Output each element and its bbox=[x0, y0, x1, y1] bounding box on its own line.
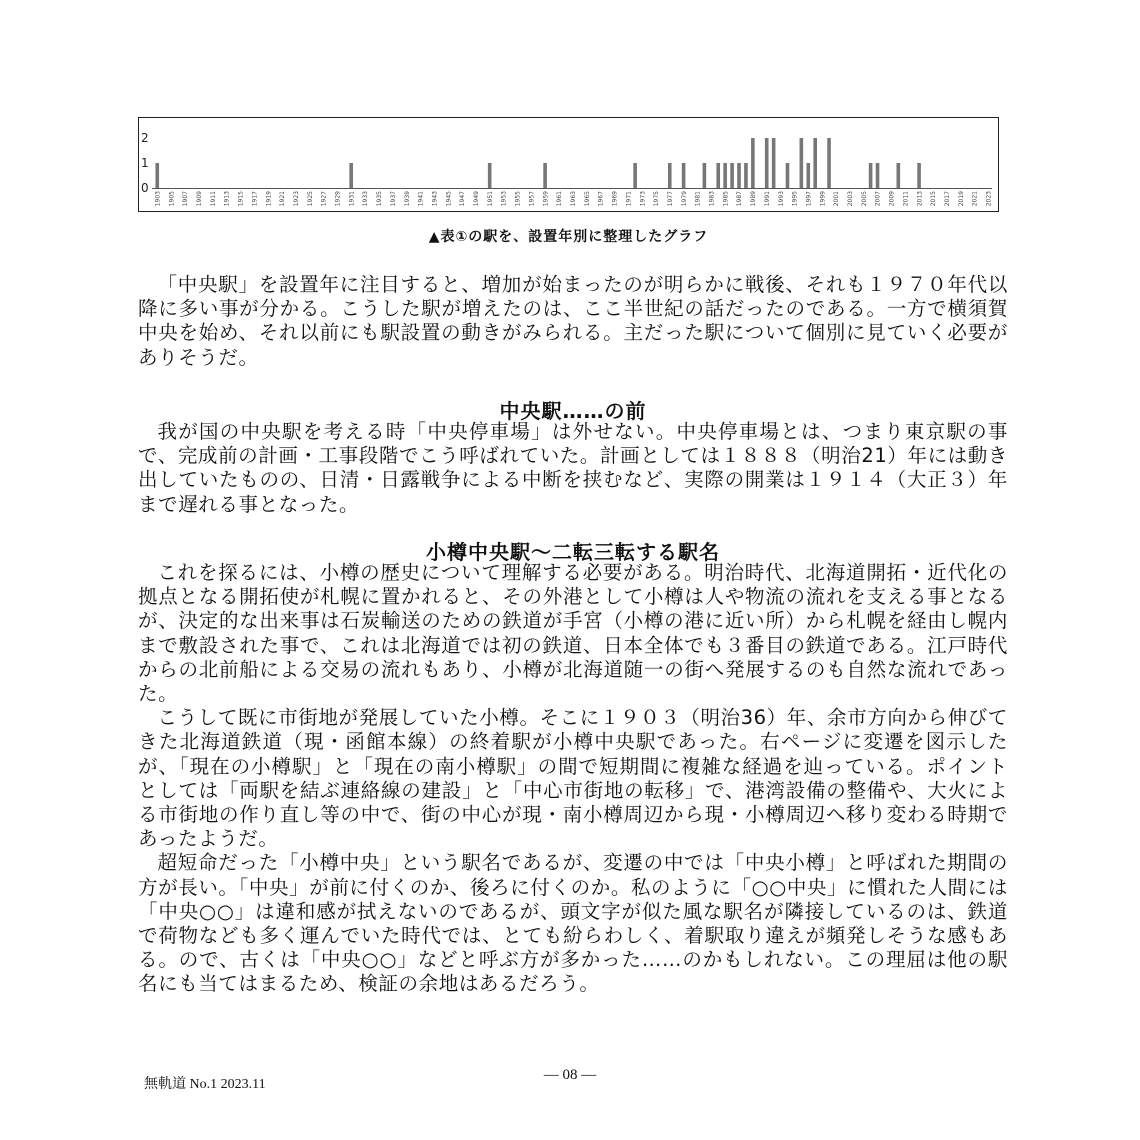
x-tick-label: 1957 bbox=[528, 191, 536, 207]
x-tick-label: 2003 bbox=[847, 191, 855, 207]
x-tick-label: 1927 bbox=[320, 191, 328, 207]
bar-chart-svg bbox=[139, 118, 997, 210]
x-tick-label: 1999 bbox=[819, 191, 827, 207]
chart-caption: ▲表①の駅を、設置年別に整理したグラフ bbox=[428, 229, 709, 245]
publication-info: 無軌道 No.1 2023.11 bbox=[144, 1077, 266, 1092]
x-tick-label: 1907 bbox=[182, 191, 190, 207]
x-tick-label: 1935 bbox=[376, 191, 384, 207]
x-tick-label: 1965 bbox=[583, 191, 591, 207]
x-tick-label: 2007 bbox=[874, 191, 882, 207]
x-tick-label: 1987 bbox=[736, 191, 744, 207]
bar-2000 bbox=[827, 138, 831, 188]
x-tick-label: 1923 bbox=[292, 191, 300, 207]
x-tick-label: 1951 bbox=[486, 191, 494, 207]
y-tick-label: 1 bbox=[141, 156, 149, 170]
page-number: ― 08 ― bbox=[543, 1067, 597, 1083]
intro-section bbox=[138, 273, 1008, 370]
x-tick-label: 1971 bbox=[625, 191, 633, 207]
x-tick-label: 1959 bbox=[542, 191, 550, 207]
x-tick-label: 1913 bbox=[223, 191, 231, 207]
bar-1985 bbox=[723, 163, 727, 188]
x-tick-label: 2005 bbox=[860, 191, 868, 207]
x-tick-label: 1933 bbox=[362, 191, 370, 207]
bar-1994 bbox=[786, 163, 790, 188]
bar-1997 bbox=[806, 163, 810, 188]
x-tick-label: 2001 bbox=[833, 191, 841, 207]
bar-chart bbox=[138, 117, 999, 212]
x-tick-label: 1955 bbox=[514, 191, 522, 207]
bar-1979 bbox=[682, 163, 686, 188]
x-tick-label: 1983 bbox=[708, 191, 716, 207]
x-tick-label: 1975 bbox=[653, 191, 661, 207]
x-tick-label: 1919 bbox=[265, 191, 273, 207]
y-tick-label: 0 bbox=[141, 181, 149, 195]
x-tick-label: 1905 bbox=[168, 191, 176, 207]
x-tick-label: 1981 bbox=[694, 191, 702, 207]
x-tick-label: 1997 bbox=[805, 191, 813, 207]
bar-1991 bbox=[765, 138, 769, 188]
x-tick-label: 1921 bbox=[279, 191, 287, 207]
x-tick-label: 1953 bbox=[500, 191, 508, 207]
x-tick-label: 1969 bbox=[611, 191, 619, 207]
x-tick-label: 1993 bbox=[777, 191, 785, 207]
section-1-paragraph: 我が国の中央駅を考える時「中央停車場」は外せない。中央停車場とは、つまり東京駅の事で、完成前の計画・工事段階でこう呼ばれていた。計画としては１８８８（明治21）年には動き出していたものの、日清・日露戦争による中断を挟むなど、実際の開業は１９１４（大正３）年まで遅れる事となった。 bbox=[138, 420, 1008, 516]
section-1-body bbox=[138, 420, 1008, 517]
x-tick-label: 1937 bbox=[389, 191, 397, 207]
x-tick-label: 1995 bbox=[791, 191, 799, 207]
x-tick-label: 2019 bbox=[957, 191, 965, 207]
bar-1988 bbox=[744, 163, 748, 188]
bar-1977 bbox=[668, 163, 672, 188]
bar-1996 bbox=[800, 138, 804, 188]
x-tick-label: 1977 bbox=[666, 191, 674, 207]
intro-paragraph: 「中央駅」を設置年に注目すると、増加が始まったのが明らかに戦後、それも１９７０年代以降に多い事が分かる。こうした駅が増えたのは、ここ半世紀の話だったのである。一方で横須賀中央を始め、それ以前にも駅設置の動きがみられる。主だった駅について個別に見ていく必要がありそうだ。 bbox=[138, 273, 1008, 369]
x-tick-label: 2023 bbox=[985, 191, 993, 207]
x-tick-label: 2017 bbox=[943, 191, 951, 207]
section-heading-2: 小樽中央駅～二転三転する駅名 bbox=[426, 540, 720, 564]
x-tick-label: 1973 bbox=[639, 191, 647, 207]
bar-1972 bbox=[633, 163, 637, 188]
x-tick-label: 1929 bbox=[334, 191, 342, 207]
x-tick-label: 1967 bbox=[597, 191, 605, 207]
bar-1903 bbox=[155, 163, 159, 188]
section-2-body bbox=[138, 561, 1008, 997]
x-tick-label: 1979 bbox=[680, 191, 688, 207]
bar-2007 bbox=[876, 163, 880, 188]
x-tick-label: 1991 bbox=[763, 191, 771, 207]
bar-1998 bbox=[813, 138, 817, 188]
x-tick-label: 1949 bbox=[473, 191, 481, 207]
bar-1959 bbox=[543, 163, 547, 188]
bar-1931 bbox=[349, 163, 353, 188]
bar-2013 bbox=[917, 163, 921, 188]
x-tick-label: 1963 bbox=[570, 191, 577, 207]
y-tick-label: 2 bbox=[141, 131, 149, 145]
x-tick-label: 1989 bbox=[750, 191, 758, 207]
x-tick-label: 2011 bbox=[902, 191, 910, 207]
bar-1992 bbox=[772, 138, 776, 188]
section-heading-1: 中央駅……の前 bbox=[499, 399, 647, 423]
x-tick-label: 1985 bbox=[722, 191, 730, 207]
x-tick-label: 1925 bbox=[306, 191, 314, 207]
x-tick-label: 1931 bbox=[348, 191, 356, 207]
bar-1984 bbox=[716, 163, 720, 188]
section-2-paragraph: こうして既に市街地が発展していた小樽。そこに１９０３（明治36）年、余市方向から伸びてきた北海道鉄道（現・函館本線）の終着駅が小樽中央駅であった。右ページに変遷を図示したが、「現在の小樽駅」と「現在の南小樽駅」の間で短期間に複雑な経過を辿っている。ポイントとしては「両駅を結ぶ連絡線の建設」と「中心市街地の転移」で、港湾設備の整備や、大火による市街地の作り直し等の中で、街の中心が現・南小樽周辺から現・小樽周辺へ移り変わる時期であったようだ。 bbox=[138, 706, 1008, 851]
x-tick-label: 2013 bbox=[916, 191, 924, 207]
x-tick-label: 2021 bbox=[971, 191, 979, 207]
x-tick-label: 1939 bbox=[403, 191, 411, 207]
x-tick-label: 2009 bbox=[888, 191, 896, 207]
x-tick-label: 1941 bbox=[417, 191, 425, 207]
bar-1986 bbox=[730, 163, 734, 188]
x-tick-label: 1911 bbox=[209, 191, 217, 207]
x-tick-label: 1947 bbox=[459, 191, 467, 207]
bar-2010 bbox=[897, 163, 901, 188]
bar-1989 bbox=[751, 138, 755, 188]
x-tick-label: 1961 bbox=[556, 191, 564, 207]
x-tick-label: 1943 bbox=[431, 191, 439, 207]
x-tick-label: 1903 bbox=[154, 191, 162, 207]
x-tick-label: 1909 bbox=[196, 191, 204, 207]
bar-1982 bbox=[703, 163, 707, 188]
x-tick-label: 1917 bbox=[251, 191, 259, 207]
x-tick-label: 2015 bbox=[930, 191, 938, 207]
bar-1951 bbox=[488, 163, 492, 188]
bar-2006 bbox=[869, 163, 873, 188]
x-tick-label: 1915 bbox=[237, 191, 245, 207]
x-tick-label: 1945 bbox=[445, 191, 453, 207]
bar-1987 bbox=[737, 163, 741, 188]
section-2-paragraph: 超短命だった「小樽中央」という駅名であるが、変遷の中では「中央小樽」と呼ばれた期間の方が長い。「中央」が前に付くのか、後ろに付くのか。私のように「○○中央」に慣れた人間には「中央○○」は違和感が拭えないのであるが、頭文字が似た風な駅名が隣接しているのは、鉄道で荷物なども多く運んでいた時代では、とても紛らわしく、着駅取り違えが頻発しそうな感もある。ので、古くは「中央○○」などと呼ぶ方が多かった……のかもしれない。この理屈は他の駅名にも当てはまるため、検証の余地はあるだろう。 bbox=[138, 851, 1008, 996]
section-2-paragraph: これを探るには、小樽の歴史について理解する必要がある。明治時代、北海道開拓・近代化の拠点となる開拓使が札幌に置かれると、その外港として小樽は人や物流の流れを支える事となるが、決定的な出来事は石炭輸送のための鉄道が手宮（小樽の港に近い所）から札幌を経由し幌内まで敷設された事で、これは北海道では初の鉄道、日本全体でも３番目の鉄道である。江戸時代からの北前船による交易の流れもあり、小樽が北海道随一の街へ発展するのも自然な流れであった。 bbox=[138, 561, 1008, 706]
